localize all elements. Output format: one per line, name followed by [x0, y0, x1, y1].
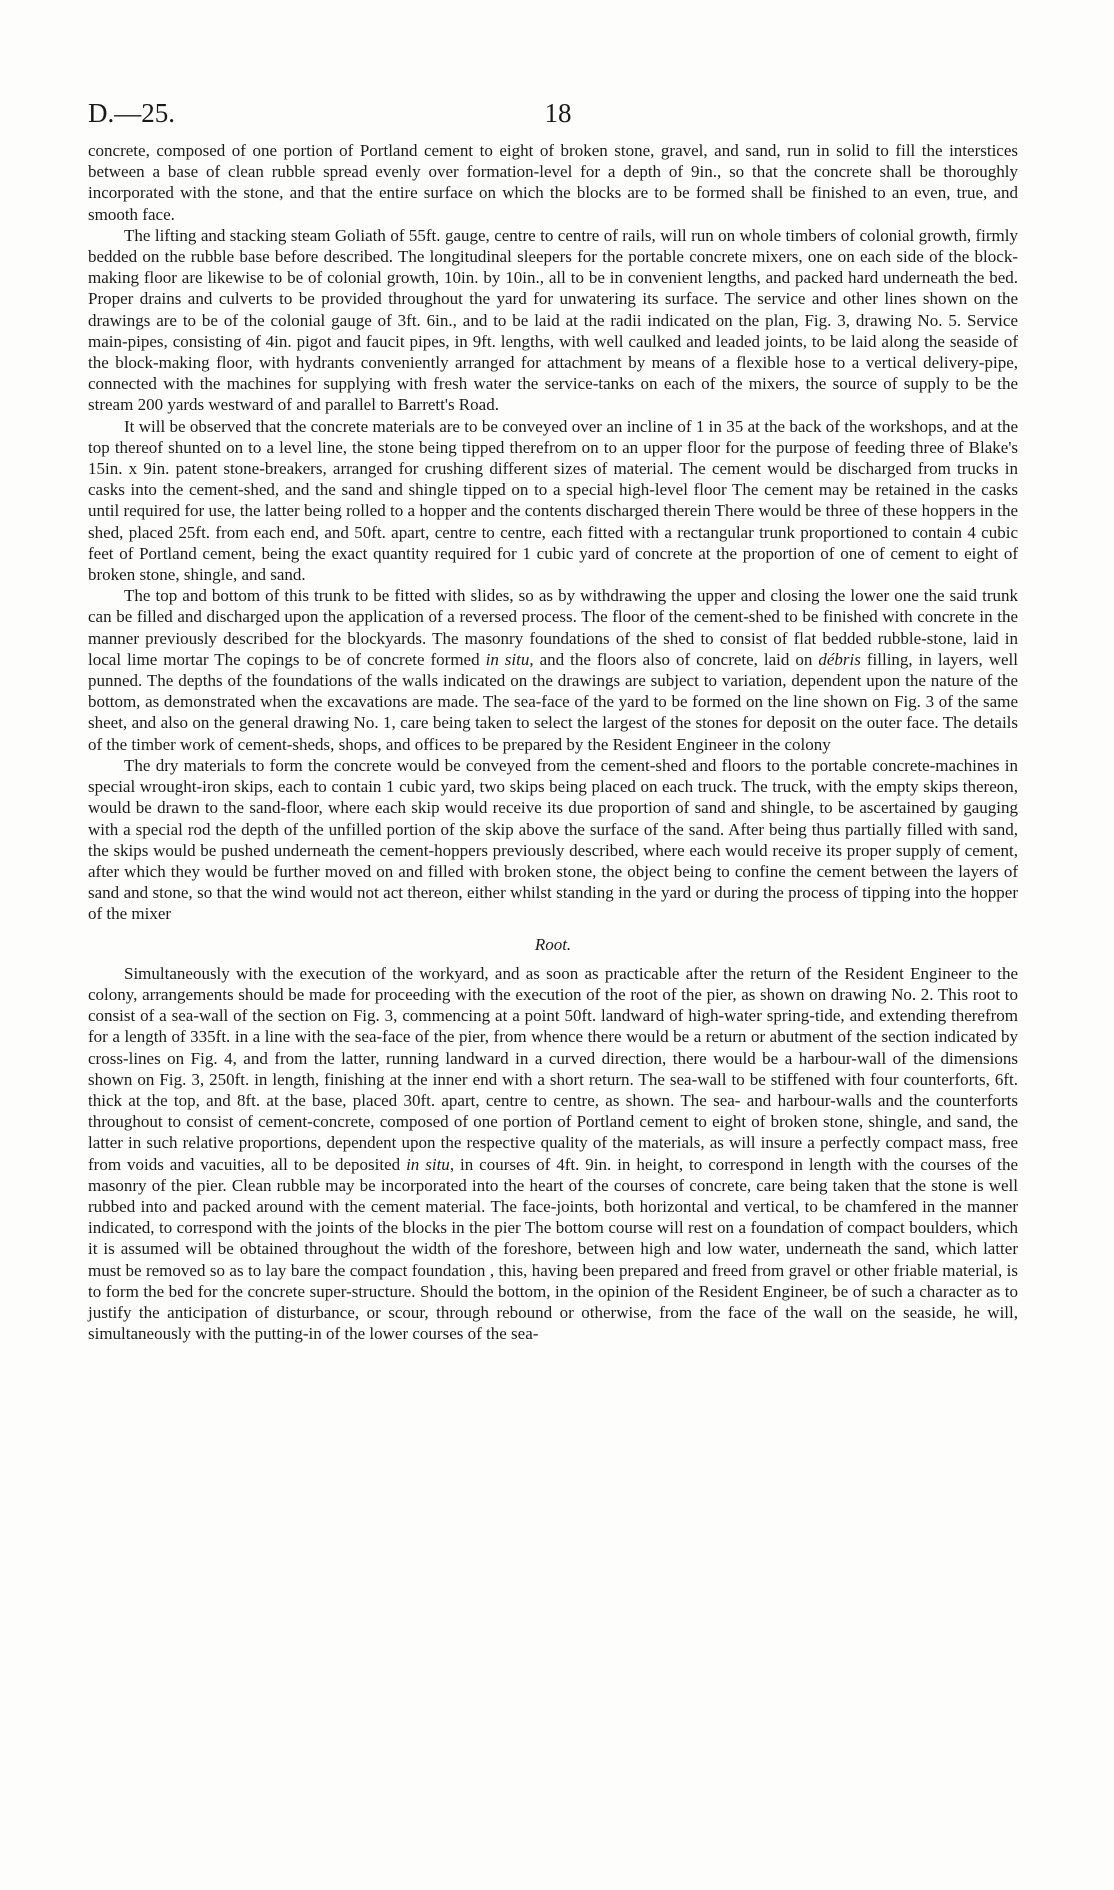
- italic-term: débris: [818, 649, 861, 669]
- section-heading: Root.: [534, 934, 572, 954]
- page-header: [88, 98, 1028, 132]
- text-run: Simultaneously with the execution of the workyard, and as soon as practicable after the return of the Resident Engineer to the colony, arrangements should be made for proceeding with the execution of the root of the pier, as shown on drawing No. 2. This root to consist of a sea-wall of the section on Fig. 3, commencing at a point 50ft. landward of high-water spring-tide, and extending therefrom for a length of 335ft. in a line with the sea-face of the pier, from whence there would be a return or abutment of the section indicated by cross-lines on Fig. 4, and from the latter, running landward in a curved direction, there would be a harbour-wall of the dimensions shown on Fig. 3, 250ft. in length, finishing at the inner end with a short return. The sea-wall to be stiffened with four counterforts, 6ft. thick at the top, and 8ft. at the base, placed 30ft. apart, centre to centre, as shown. The sea- and harbour-walls and the counterforts throughout to consist of cement-concrete, composed of one portion of Portland cement to eight of broken stone, shingle, and sand, the latter in such relative proportions, dependent upon the respective quality of the materials, as will insure a perfectly compact mass, free from voids and vacuities, all to be deposited: [88, 963, 1018, 1174]
- document-body: [88, 140, 1018, 1344]
- text-run: , in courses of 4ft. 9in. in height, to correspond in length with the courses of the masonry of the pier. Clean rubble may be incorporated into the heart of the courses of concrete, care being taken that the stone is well rubbed into and packed around with the cement material. The face-joints, both horizontal and vertical, to be chamfered in the manner indicated, to correspond with the joints of the blocks in the pier The bottom course will rest on a foundation of compact boulders, which it is assumed will be obtained throughout the width of the foreshore, between high and low water, underneath the sand, which latter must be removed so as to lay bare the compact foundation , this, having been prepared and freed from gravel or other friable material, is to form the bed for the concrete super-structure. Should the bottom, in the opinion of the Resident Engineer, be of such a character as to justify the anticipation of disturbance, or scour, through rebound or otherwise, from the face of the wall on the seaside, he will, simultaneously with the putting-in of the lower courses of the sea-: [88, 1154, 1018, 1344]
- page-number: 18: [544, 98, 572, 128]
- document-code: D.—25.: [88, 98, 175, 128]
- paragraph-goliath: The lifting and stacking steam Goliath of 55ft. gauge, centre to centre of rails, will run on whole timbers of colonial growth, firmly bedded on the rubble base before described. The longitudinal sleepers for the portable concrete mixers, one on each side of the block-making floor are likewise to be of colonial growth, 10in. by 10in., all to be in convenient lengths, and packed hard underneath the bed. Proper drains and culverts to be provided throughout the yard for unwatering its surface. The service and other lines shown on the drawings are to be of the colonial gauge of 3ft. 6in., and to be laid at the radii indicated on the plan, Fig. 3, drawing No. 5. Service main-pipes, consisting of 4in. pigot and faucit pipes, in 9ft. lengths, with well caulked and leaded joints, to be laid along the seaside of the block-making floor, with hydrants conveniently arranged for attachment by means of a flexible hose to a vertical delivery-pipe, connected with the machines for supplying with fresh water the service-tanks on each of the mixers, the source of supply to be the stream 200 yards westward of and parallel to Barrett's Road.: [88, 225, 1018, 415]
- italic-term: in situ: [485, 649, 530, 669]
- paragraph-trunk-slides: [88, 585, 1018, 755]
- paragraph-root: [88, 963, 1018, 1345]
- text-run: , and the floors also of concrete, laid on: [529, 649, 819, 669]
- italic-term: in situ: [406, 1154, 450, 1174]
- paragraph-incline: It will be observed that the concrete materials are to be conveyed over an incline of 1 in 35 at the back of the workshops, and at the top thereof shunted on to a level line, the stone being tipped therefrom on to an upper floor for the purpose of feeding three of Blake's 15in. x 9in. patent stone-breakers, arranged for crushing different sizes of material. The cement would be discharged from trucks in casks into the cement-shed, and the sand and shingle tipped on to a special high-level floor The cement may be retained in the casks until required for use, the latter being rolled to a hopper and the contents discharged therein There would be three of these hoppers in the shed, placed 25ft. from each end, and 50ft. apart, centre to centre, each fitted with a rectangular trunk proportioned to contain 4 cubic feet of Portland cement, being the exact quantity required for 1 cubic yard of concrete at the proportion of one of cement to eight of broken stone, shingle, and sand.: [88, 416, 1018, 585]
- text-run: filling, in layers, well punned. The depths of the foundations of the walls indicated on the drawings are subject to variation, dependent upon the nature of the bottom, as demonstrated when the excavations are made. The sea-face of the yard to be formed on the line shown on Fig. 3 of the same sheet, and also on the general drawing No. 1, care being taken to select the largest of the stones for deposit on the outer face. The details of the timber work of cement-sheds, shops, and offices to be prepared by the Resident Engineer in the colony: [88, 649, 1018, 754]
- text-run: The top and bottom of this trunk to be fitted with slides, so as by withdrawing the upper and closing the lower one the said trunk can be filled and discharged upon the application of a reversed process. The floor of the cement-shed to be finished with concrete in the manner previously described for the blockyards. The masonry foundations of the shed to consist of flat bedded rubble-stone, laid in local lime mortar The copings to be of concrete formed: [88, 586, 1018, 669]
- paragraph-dry-materials: The dry materials to form the concrete would be conveyed from the cement-shed and floors to the portable concrete-machines in special wrought-iron skips, each to contain 1 cubic yard, two skips being placed on each truck. The truck, with the empty skips thereon, would be drawn to the sand-floor, where each skip would receive its due proportion of sand and shingle, to be ascertained by gauging with a special rod the depth of the unfilled portion of the skip above the surface of the sand. After being thus partially filled with sand, the skips would be pushed underneath the cement-hoppers previously described, where each would receive its proper supply of cement, after which they would be further moved on and filled with broken stone, the object being to confine the cement between the layers of sand and stone, so that the wind would not act thereon, either whilst standing in the yard or during the process of tipping into the hopper of the mixer: [88, 755, 1018, 924]
- paragraph-continued: concrete, composed of one portion of Portland cement to eight of broken stone, gravel, and sand, run in solid to fill the interstices between a base of clean rubble spread evenly over formation-level for a depth of 9in., so that the concrete shall be thoroughly incorporated with the stone, and that the entire surface on which the blocks are to be formed shall be finished to an even, true, and smooth face.: [88, 141, 1018, 224]
